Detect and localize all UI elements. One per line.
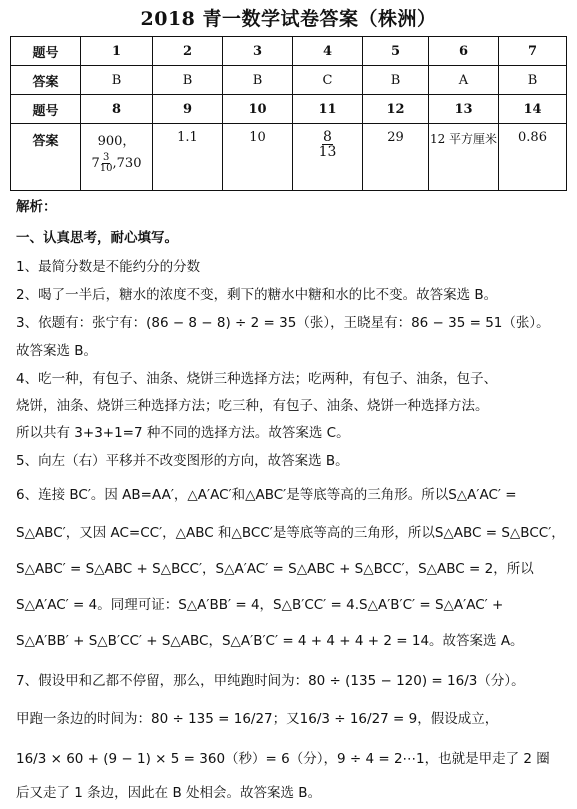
fraction-numerator: 8: [323, 129, 332, 145]
fraction-denominator: 13: [318, 144, 337, 160]
table-cell: 12 平方厘米: [429, 124, 499, 191]
table-cell: 2: [153, 37, 223, 66]
table-cell: 8: [81, 95, 153, 124]
analysis-line: 3、依题有：张宁有：(86 − 8 − 8) ÷ 2 = 35（张），王晓星有：86 − 35 = 51（张）。: [16, 315, 550, 331]
table-cell: B: [81, 66, 153, 95]
answer-8-tail: ,730: [112, 156, 142, 171]
fraction-numerator: 3: [102, 152, 110, 163]
table-cell: 9: [153, 95, 223, 124]
table-cell: 0.86: [499, 124, 567, 191]
analysis-line: 烧饼，油条、烧饼三种选择方法；吃三种，有包子、油条、烧饼一种选择方法。: [16, 398, 489, 414]
section-heading: 一、认真思考，耐心填写。: [16, 230, 178, 246]
table-cell: 5: [363, 37, 429, 66]
table-cell: [81, 124, 153, 191]
analysis-line: 故答案选 B。: [16, 343, 98, 359]
answer-8-whole: 7: [91, 156, 100, 171]
table-cell: [293, 124, 363, 191]
table-cell: 14: [499, 95, 567, 124]
table-cell: 10: [223, 124, 293, 191]
fraction-denominator: 10: [99, 163, 113, 174]
analysis-label: 解析：: [16, 199, 57, 215]
table-cell: B: [223, 66, 293, 95]
table-cell: 7: [499, 37, 567, 66]
table-cell: 4: [293, 37, 363, 66]
analysis-line: 所以共有 3+3+1=7 种不同的选择方法。故答案选 C。: [16, 425, 350, 441]
table-row: [11, 95, 567, 124]
table-cell: 11: [293, 95, 363, 124]
analysis-line: S△ABC′，又因 AC=CC′，△ABC 和△BCC′是等底等高的三角形，所以S△ABC = S△BCC′，: [16, 525, 565, 541]
analysis-line: 5、向左（右）平移并不改变图形的方向，故答案选 B。: [16, 453, 349, 469]
table-cell: 10: [223, 95, 293, 124]
analysis-line: 2、喝了一半后，糖水的浓度不变，剩下的糖水中糖和水的比不变。故答案选 B。: [16, 287, 498, 303]
table-cell: 29: [363, 124, 429, 191]
answer-11-fraction: [319, 130, 337, 159]
analysis-line: 6、连接 BC′。因 AB=AA′，△A′AC′和△ABC′是等底等高的三角形。所以S△A′AC′ =: [16, 487, 517, 503]
answer-header: 答案: [11, 124, 81, 191]
table-row: [11, 37, 567, 66]
table-cell: A: [429, 66, 499, 95]
analysis-line: S△A′AC′ = 4。同理可证：S△A′BB′ = 4，S△B′CC′ = 4.S△A′B′C′ = S△A′AC′ +: [16, 597, 504, 613]
table-cell: 6: [429, 37, 499, 66]
answer-8-fraction: [100, 153, 113, 174]
table-cell: B: [363, 66, 429, 95]
answer-header: 答案: [11, 66, 81, 95]
table-cell: 13: [429, 95, 499, 124]
table-cell: C: [293, 66, 363, 95]
analysis-line: 甲跑一条边的时间为：80 ÷ 135 = 16/27；又16/3 ÷ 16/27 = 9，假设成立，: [16, 711, 499, 727]
answer-8-line1: 900，: [97, 134, 136, 149]
table-cell: B: [499, 66, 567, 95]
analysis-line: 后又走了 1 条边，因此在 B 处相会。故答案选 B。: [16, 785, 322, 801]
analysis-line: S△A′BB′ + S△B′CC′ + S△ABC，S△A′B′C′ = 4 + 4 + 4 + 2 = 14。故答案选 A。: [16, 633, 524, 649]
table-row: [11, 124, 567, 191]
question-number-header: 题号: [11, 95, 81, 124]
table-cell: 1: [81, 37, 153, 66]
page-title: 2018 青一数学试卷答案（株洲）: [140, 8, 437, 30]
answer-table: [10, 36, 567, 191]
answer-8-mixed-number: [92, 153, 142, 174]
question-number-header: 题号: [11, 37, 81, 66]
table-cell: 3: [223, 37, 293, 66]
table-cell: B: [153, 66, 223, 95]
analysis-line: S△ABC′ = S△ABC + S△BCC′，S△A′AC′ = S△ABC + S△BCC′，S△ABC = 2，所以: [16, 561, 534, 577]
table-row: [11, 66, 567, 95]
table-cell: 12: [363, 95, 429, 124]
analysis-line: 7、假设甲和乙都不停留，那么，甲纯跑时间为：80 ÷ (135 − 120) = 16/3（分）。: [16, 673, 525, 689]
table-cell: 1.1: [153, 124, 223, 191]
analysis-line: 1、最简分数是不能约分的分数: [16, 259, 201, 275]
analysis-line: 16/3 × 60 + (9 − 1) × 5 = 360（秒）= 6（分），9 ÷ 4 = 2⋯1，也就是甲走了 2 圈: [16, 751, 550, 767]
analysis-line: 4、吃一种，有包子、油条、烧饼三种选择方法；吃两种，有包子、油条，包子、: [16, 371, 498, 387]
